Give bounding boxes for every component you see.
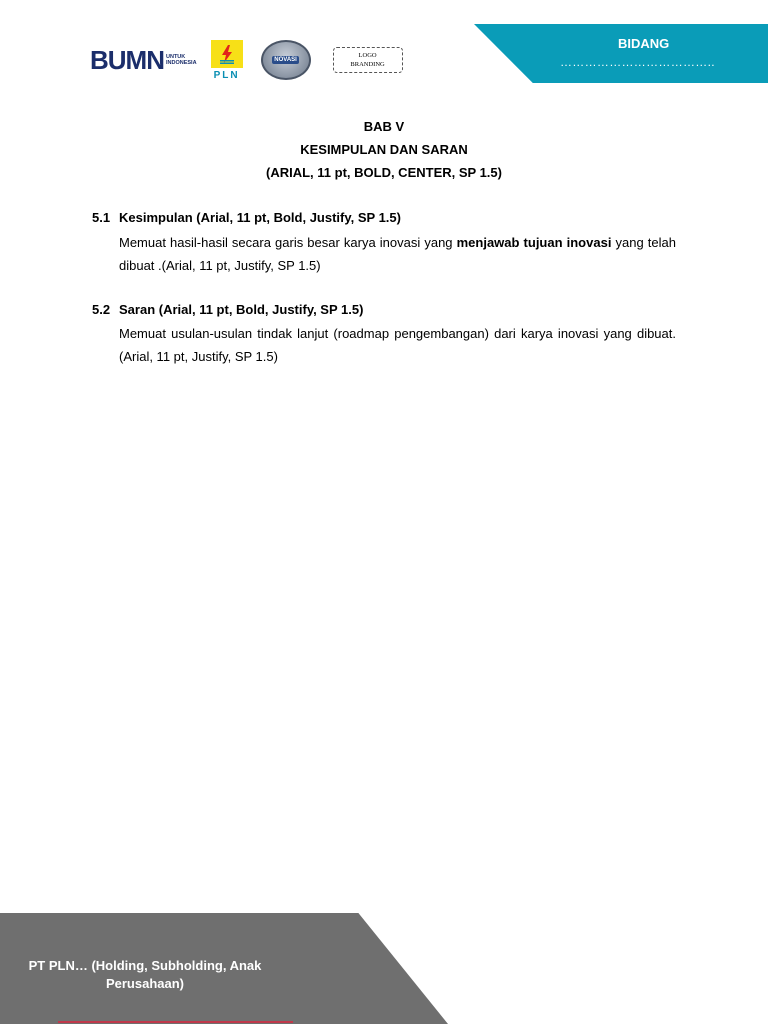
section-body-saran: Memuat usulan-usulan tindak lanjut (roadmap pengembangan) dari karya inovasi yang dibuat. (Arial, 11 pt, Justify, SP 1.5) — [119, 326, 676, 364]
footer-accent-line — [58, 1021, 293, 1023]
body-text-end: yang telah dibuat .(Arial, 11 pt, Justify, SP 1.5) — [119, 235, 676, 273]
chapter-number: BAB V — [363, 119, 405, 134]
section-heading-text: Kesimpulan (Arial, 11 pt, Bold, Justify, SP 1.5) — [119, 210, 401, 225]
section-body-kesimpulan — [119, 231, 676, 277]
footer-company-line2: Perusahaan) — [105, 976, 185, 991]
section-heading-text: Saran (Arial, 11 pt, Bold, Justify, SP 1.5) — [119, 302, 364, 317]
chapter-title: KESIMPULAN DAN SARAN — [300, 142, 468, 157]
footer-company-name — [0, 957, 290, 993]
section-heading-kesimpulan — [92, 210, 401, 225]
bidang-banner — [474, 24, 768, 83]
bidang-title: BIDANG — [618, 36, 670, 51]
chapter-format-note: (ARIAL, 11 pt, BOLD, CENTER, SP 1.5) — [266, 165, 502, 180]
header-logos — [90, 38, 403, 82]
pln-lightning-icon — [211, 40, 243, 68]
bidang-value: ……………………………….. — [560, 55, 715, 69]
bumn-logo-subtitle — [166, 54, 197, 66]
logo-branding-placeholder — [333, 47, 403, 73]
bumn-logo-mark: BUMN — [90, 45, 164, 75]
section-heading-saran — [92, 302, 363, 317]
logo-branding-line1: LOGO — [358, 52, 377, 59]
footer-company-line1: PT PLN… (Holding, Subholding, Anak — [28, 958, 262, 973]
novasi-logo — [261, 40, 311, 80]
body-emphasis: menjawab tujuan inovasi — [456, 235, 612, 250]
pln-logo — [211, 40, 243, 81]
section-number: 5.2 — [92, 302, 111, 317]
bumn-sub-line2: INDONESIA — [166, 60, 197, 66]
bumn-logo — [90, 47, 197, 73]
logo-branding-line2: BRANDING — [350, 61, 385, 68]
body-text: Memuat hasil-hasil secara garis besar karya inovasi yang — [119, 235, 457, 250]
bumn-sub-line1: UNTUK — [166, 53, 186, 60]
novasi-logo-text: NOVASI — [274, 57, 297, 63]
section-number: 5.1 — [92, 210, 111, 225]
pln-logo-text: PLN — [213, 69, 240, 81]
